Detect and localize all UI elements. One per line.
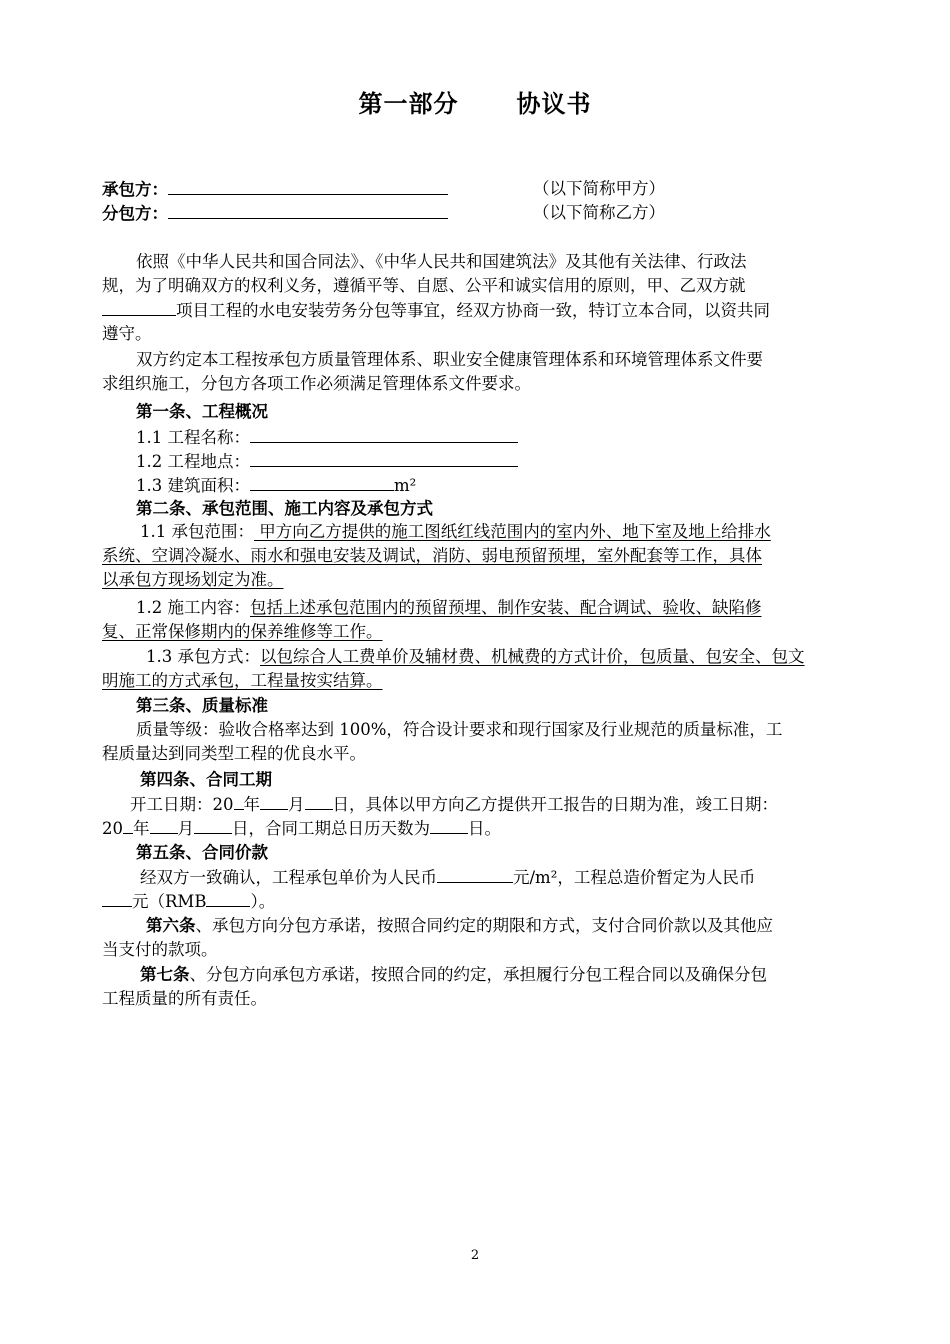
preamble-line-1: 依照《中华人民共和国合同法》、《中华人民共和国建筑法》及其他有关法律、行政法	[136, 252, 747, 271]
unit-price-blank	[437, 865, 513, 883]
article-7-line-1	[140, 963, 767, 987]
rmb-blank	[206, 889, 250, 907]
content-label: 1.2 施工内容：	[136, 598, 250, 617]
start-date-tail: 日，具体以甲方向乙方提供开工报告的日期为准，竣工日期：	[332, 795, 778, 814]
article-2-item-2-line-1	[136, 596, 762, 620]
preamble-line-3	[102, 298, 770, 323]
article-7-text-1: 、分包方向承包方承诺，按照合同的约定，承担履行分包工程合同以及确保分包	[189, 965, 767, 984]
start-year-blank	[234, 792, 244, 810]
total-price-text: 元/m²，工程总造价暂定为人民币	[513, 868, 756, 887]
article-7-heading: 第七条	[140, 965, 190, 984]
start-year-prefix: 20	[212, 795, 234, 814]
article-2-item-2-line-2: 复、正常保修期内的保养维修等工作。	[102, 622, 383, 641]
preamble-line-6: 求组织施工，分包方各项工作必须满足管理体系文件要求。	[102, 374, 531, 393]
party-a-label: 承包方：	[102, 180, 168, 199]
project-blank	[102, 298, 176, 316]
article-3-line-2: 程质量达到同类型工程的优良水平。	[102, 744, 366, 763]
rmb-text: 元（RMB	[132, 892, 207, 911]
duration-unit: 日。	[468, 819, 501, 838]
article-2-item-1-line-2: 系统、空调冷凝水、雨水和强电安装及调试，消防、弱电预留预埋，室外配套等工作，具体	[102, 546, 762, 565]
article-3-line-1: 质量等级：验收合格率达到 100%，符合设计要求和现行国家及行业规范的质量标准，工	[136, 720, 783, 739]
total-price-blank	[102, 889, 132, 907]
article-1-item-3-label: 1.3 建筑面积：	[136, 476, 250, 495]
title-name: 协议书	[516, 89, 592, 118]
title-part: 第一部分	[358, 89, 459, 118]
scope-label: 1.1 承包范围：	[140, 522, 254, 541]
method-text-1: 以包综合人工费单价及辅材费、机械费的方式计价，包质量、包安全、包文	[260, 647, 805, 666]
article-1-item-1-label: 1.1 工程名称：	[136, 428, 250, 447]
party-b-label: 分包方：	[102, 204, 168, 223]
project-location-blank	[250, 449, 518, 467]
end-year-blank	[123, 816, 133, 834]
article-1-item-1	[136, 425, 518, 450]
start-date-label: 开工日期：	[130, 795, 213, 814]
duration-text: 日，合同工期总日历天数为	[232, 819, 430, 838]
content-text-1: 包括上述承包范围内的预留预埋、制作安装、配合调试、验收、缺陷修	[250, 598, 762, 617]
party-a-note: （以下简称甲方）	[533, 179, 665, 198]
party-a-line	[102, 177, 448, 202]
article-2-item-1-line-3: 以承包方现场划定为准。	[102, 570, 284, 589]
article-2-item-3-line-1	[146, 645, 805, 669]
article-2-heading: 第二条、承包范围、施工内容及承包方式	[136, 499, 433, 518]
end-month-char: 月	[177, 819, 194, 838]
article-4-line-1	[130, 792, 778, 817]
end-day-blank	[194, 816, 232, 834]
preamble-line-5: 双方约定本工程按承包方质量管理体系、职业安全健康管理体系和环境管理体系文件要	[136, 350, 763, 369]
start-day-blank	[305, 792, 333, 810]
start-month-char: 月	[288, 795, 305, 814]
article-7-line-2: 工程质量的所有责任。	[102, 989, 267, 1008]
end-year-prefix: 20	[102, 819, 123, 838]
article-2-item-3-line-2: 明施工的方式承包，工程量按实结算。	[102, 671, 383, 690]
article-2-item-1-line-1	[140, 520, 771, 544]
article-6-heading: 第六条	[146, 916, 196, 935]
method-label: 1.3 承包方式：	[146, 647, 260, 666]
page-number: 2	[470, 1248, 480, 1263]
scope-text-1: 甲方向乙方提供的施工图纸红线范围内的室内外、地下室及地上给排水	[254, 522, 771, 541]
party-b-note: （以下简称乙方）	[533, 203, 665, 222]
article-6-line-1	[146, 914, 773, 938]
unit-price-text: 经双方一致确认，工程承包单价为人民币	[140, 868, 437, 887]
end-month-blank	[150, 816, 178, 834]
preamble-line-2: 规，为了明确双方的权利义务，遵循平等、自愿、公平和诚实信用的原则，甲、乙双方就	[102, 276, 746, 295]
article-1-item-3	[136, 473, 416, 498]
article-5-heading: 第五条、合同价款	[136, 843, 268, 862]
party-a-blank	[168, 177, 448, 195]
area-blank	[250, 473, 394, 491]
party-b-line	[102, 201, 448, 226]
article-4-line-2	[102, 816, 501, 841]
article-5-line-1	[140, 865, 755, 890]
preamble-line-4: 遵守。	[102, 324, 152, 343]
start-year-char: 年	[243, 795, 260, 814]
article-4-heading: 第四条、合同工期	[140, 770, 272, 789]
end-year-char: 年	[133, 819, 150, 838]
preamble-line-3-text: 项目工程的水电安装劳务分包等事宜，经双方协商一致，特订立本合同，以资共同	[176, 301, 770, 320]
article-1-item-2	[136, 449, 518, 474]
project-name-blank	[250, 425, 518, 443]
rmb-close: ）。	[250, 892, 276, 911]
article-6-text-1: 、承包方向分包方承诺，按照合同约定的期限和方式，支付合同价款以及其他应	[195, 916, 773, 935]
start-month-blank	[260, 792, 288, 810]
area-unit: m²	[394, 476, 417, 495]
article-6-line-2: 当支付的款项。	[102, 940, 218, 959]
article-1-heading: 第一条、工程概况	[136, 402, 268, 421]
duration-blank	[430, 816, 468, 834]
article-1-item-2-label: 1.2 工程地点：	[136, 452, 250, 471]
article-5-line-2	[102, 889, 275, 914]
document-title	[0, 84, 950, 119]
party-b-blank	[168, 201, 448, 219]
article-3-heading: 第三条、质量标准	[136, 696, 268, 715]
